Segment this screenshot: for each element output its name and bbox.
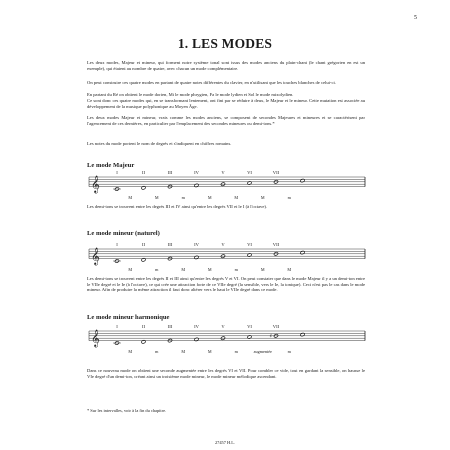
note-head [300, 179, 305, 183]
note-head [300, 251, 305, 255]
intro-paragraph-5: Les deux modes Majeur et mineur, vrais comme les modes anciens, se composent de secondes Majeures et mineures et se caractérisent par l'agencement de ces dernières, en particulier par l'emplacement des secondes mineures ou demi-tons.* [87, 115, 365, 126]
interval-label: M [260, 195, 265, 200]
interval-label: m [234, 349, 238, 354]
staff-major [87, 168, 377, 228]
treble-clef-icon: 𝄞 [91, 174, 100, 193]
staff-natural-minor-svg [87, 240, 377, 274]
section-heading-natural-minor: Le mode mineur (naturel) [87, 230, 160, 237]
degree-label: VI [247, 324, 252, 329]
degree-label: VII [272, 324, 280, 329]
section-text-natural-minor: Les demi-tons se trouvent entre les degrés II et III ainsi qu'entre les degrés V et VI. On peut constater que dans le mode Majeur il y a un demi-ton entre le VIIe degré et le Ie (à l'octave), ce qui crée une attraction forte de ce VIIe degré (la sensible, vers le Ie, la tonique). Ceci n'est pas le cas dans le mode mineur. Afin de produire la même attraction il faut donc altérer vers le haut le VIIe degré dans ce mode. [87, 276, 365, 293]
interval-label: M [207, 267, 212, 272]
degree-label: I [116, 324, 118, 329]
footnote: * Sur les intervalles, voir à la fin du chapitre. [87, 408, 167, 413]
note-head [194, 337, 199, 341]
interval-label: augmentée [253, 349, 272, 354]
interval-label: M [154, 195, 159, 200]
interval-label: m [181, 195, 185, 200]
interval-label: m [155, 349, 159, 354]
degree-label: V [221, 242, 225, 247]
section-heading-harmonic-minor: Le mode mineur harmonique [87, 314, 170, 321]
intro-paragraph-1: Les deux modes, Majeur et mineur, qui forment notre système tonal sont issus des modes anciens du plain-chant (le chant grégorien en est un exemple), qui étaient au nombre de quatre, avec chacun un mode complémentaire. [87, 60, 365, 71]
interval-label: M [287, 267, 292, 272]
degree-label: IV [194, 170, 199, 175]
note-head [141, 340, 146, 344]
degree-label: VI [247, 242, 252, 247]
interval-label: M [181, 267, 186, 272]
note-head [300, 333, 305, 337]
degree-label: II [141, 242, 146, 247]
section-text-harmonic-minor: Dans ce nouveau mode on obtient une seconde augmentée entre les degrés VI et VII. Pour combler ce vide, tout en gardant la sensible, on hausse le VIe degré d'un demi-ton, créant ainsi un troisième mode mineur, le mode mineur mélodique ascendant. [87, 368, 365, 379]
degree-label: IV [194, 324, 199, 329]
sharp-icon: ♯ [269, 333, 272, 340]
interval-label: M [128, 195, 133, 200]
note-head [194, 183, 199, 187]
degree-label: III [167, 324, 173, 329]
section-heading-major: Le mode Majeur [87, 162, 135, 169]
interval-label: M [128, 349, 133, 354]
interval-label: m [287, 349, 291, 354]
interval-label: M [207, 195, 212, 200]
interval-label: M [181, 349, 186, 354]
intro-paragraph-6: Les notes du mode portent le nom de degrés et s'indiquent en chiffres romains. [87, 141, 232, 146]
degree-label: I [116, 170, 118, 175]
note-head [247, 181, 252, 185]
note-head [141, 186, 146, 190]
staff-major-svg [87, 168, 377, 202]
interval-label: M [260, 267, 265, 272]
chapter-title: 1. LES MODES [177, 36, 273, 51]
degree-label: VII [272, 170, 280, 175]
note-head [141, 258, 146, 262]
intro-paragraph-2: On peut construire ces quatre modes en partant de quatre notes différentes du clavier, en n'utilisant que les touches blanches de celui-ci. [87, 80, 336, 85]
page-number: 5 [414, 15, 417, 21]
degree-label: III [167, 170, 173, 175]
intro-paragraph-4: Ce sont donc ces quatre modes qui, en se transformant lentement, ont fini par se réduire à deux, le Majeur et le mineur. Cette mutation est associée au développement de la musique polyphonique au Moyen Âge. [87, 98, 365, 109]
catalog-number: 27457 H.L. [214, 440, 236, 445]
interval-label: M [234, 195, 239, 200]
degree-label: IV [194, 242, 199, 247]
degree-label: II [141, 324, 146, 329]
note-head [247, 253, 252, 257]
treble-clef-icon: 𝄞 [91, 328, 100, 347]
note-head [247, 335, 252, 339]
staff-harmonic-minor-svg [87, 322, 377, 356]
degree-label: I [116, 242, 118, 247]
degree-label: III [167, 242, 173, 247]
interval-label: m [287, 195, 291, 200]
degree-label: VI [247, 170, 252, 175]
interval-label: M [128, 267, 133, 272]
degree-label: V [221, 324, 225, 329]
interval-label: m [155, 267, 159, 272]
degree-label: II [141, 170, 146, 175]
note-head [194, 255, 199, 259]
treble-clef-icon: 𝄞 [91, 246, 100, 265]
degree-label: V [221, 170, 225, 175]
intro-paragraph-3: En partant du Ré on obtient le mode dorien, Mi le mode phrygien, Fa le mode lydien et Sol le mode mixolydien. [87, 92, 294, 97]
interval-label: m [234, 267, 238, 272]
interval-label: M [207, 349, 212, 354]
section-text-major: Les demi-tons se trouvent entre les degrés III et IV ainsi qu'entre les degrés VII et le I (à l'octave). [87, 204, 268, 209]
degree-label: VII [272, 242, 280, 247]
